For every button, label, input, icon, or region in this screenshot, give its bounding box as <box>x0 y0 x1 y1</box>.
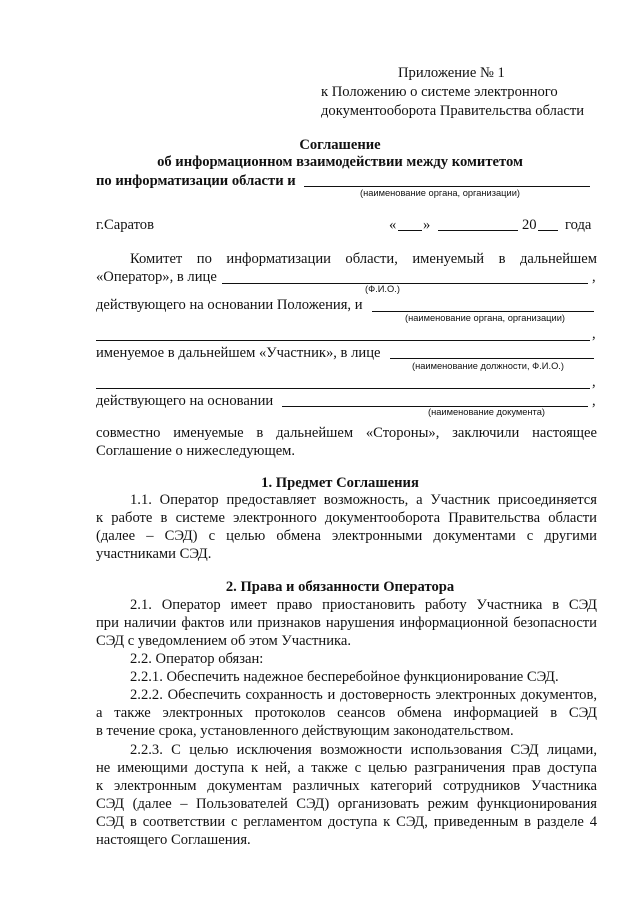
section2-p223-line4: СЭД (далее – Пользователей СЭД) организовать режим функционирования <box>96 796 597 812</box>
section2-p222-line2: а также электронных протоколов сеансов обмена информацией в СЭД <box>96 705 597 721</box>
appendix-number: Приложение № 1 <box>398 65 505 81</box>
preamble-line9: Соглашение о нижеследующем. <box>96 443 296 459</box>
section2-p22: 2.2. Оператор обязан: <box>130 651 264 667</box>
appendix-reference-line2: документооборота Правительства области <box>321 103 585 119</box>
document-title: Соглашение <box>299 137 381 153</box>
preamble-line3: действующего на основании Положения, и <box>96 297 363 313</box>
section2-p223-line3: к электронным документам различных категорий сотрудников Участника <box>96 778 597 794</box>
comma-4: , <box>592 393 596 409</box>
participant-position-blank <box>390 358 594 359</box>
section2-p223-line2: не имеющими доступа к ней, а также с целью разграничения прав доступа <box>96 760 597 776</box>
org-name-blank <box>304 186 590 187</box>
preamble-line8: совместно именуемые в дальнейшем «Стороны», заключили настоящее <box>96 425 597 441</box>
day-blank <box>398 230 422 231</box>
section2-heading: 2. Права и обязанности Оператора <box>225 579 455 595</box>
city: г.Саратов <box>96 217 154 233</box>
operator-fio-blank <box>222 283 588 284</box>
section2-p222-line1: 2.2.2. Обеспечить сохранность и достоверность электронных документов, <box>130 687 597 703</box>
comma-1: , <box>592 269 596 285</box>
month-blank <box>438 230 518 231</box>
section2-p222-line3: в течение срока, установленного действующим законодательством. <box>96 723 514 739</box>
year-blank <box>538 230 558 231</box>
document-subtitle-line2: по информатизации области и <box>96 173 296 189</box>
document-subtitle-line1: об информационном взаимодействии между комитетом <box>157 154 523 170</box>
date-quote-open: « <box>389 217 397 233</box>
section2-p223-line5: СЭД в соответствии с регламентом доступа к СЭД, приведенным в разделе 4 <box>96 814 597 830</box>
comma-2: , <box>592 326 596 342</box>
section1-p1-line3: (далее – СЭД) с целью обмена электронными документами с другими <box>96 528 597 544</box>
section1-p1-line1: 1.1. Оператор предоставляет возможность, а Участник присоединяется <box>130 492 597 508</box>
preamble-line2: «Оператор», в лице <box>96 269 217 285</box>
participant-position-hint: (наименование должности, Ф.И.О.) <box>412 361 564 371</box>
basis-document-hint: (наименование документа) <box>428 407 545 417</box>
section2-p21-line1: 2.1. Оператор имеет право приостановить работу Участника в СЭД <box>130 597 597 613</box>
section2-p221: 2.2.1. Обеспечить надежное бесперебойное функционирование СЭД. <box>130 669 559 685</box>
section1-heading: 1. Предмет Соглашения <box>261 475 419 491</box>
participant-position-blank-line2 <box>96 388 590 389</box>
preamble-line1: Комитет по информатизации области, именуемый в дальнейшем <box>130 251 597 267</box>
comma-3: , <box>592 374 596 390</box>
section2-p223-line1: 2.2.3. С целью исключения возможности использования СЭД лицами, <box>130 742 597 758</box>
preamble-line7: действующего на основании <box>96 393 274 409</box>
participant-org-blank-line2 <box>96 340 590 341</box>
appendix-reference-line1: к Положению о системе электронного <box>321 84 558 100</box>
participant-org-hint: (наименование органа, организации) <box>405 313 565 323</box>
year-word: года <box>565 217 592 233</box>
date-quote-close: » <box>423 217 431 233</box>
section1-p1-line2: к работе в системе электронного документооборота Правительства области <box>96 510 597 526</box>
preamble-line5: именуемое в дальнейшем «Участник», в лице <box>96 345 381 361</box>
org-name-hint: (наименование органа, организации) <box>360 188 520 198</box>
section2-p21-line3: СЭД с уведомлением об этом Участника. <box>96 633 352 649</box>
operator-fio-hint: (Ф.И.О.) <box>365 284 400 294</box>
year-prefix: 20 <box>522 217 537 233</box>
participant-org-blank <box>372 311 594 312</box>
section1-p1-line4: участниками СЭД. <box>96 546 212 562</box>
section2-p223-line6: настоящего Соглашения. <box>96 832 251 848</box>
section2-p21-line2: при наличии фактов или признаков нарушения информационной безопасности <box>96 615 597 631</box>
